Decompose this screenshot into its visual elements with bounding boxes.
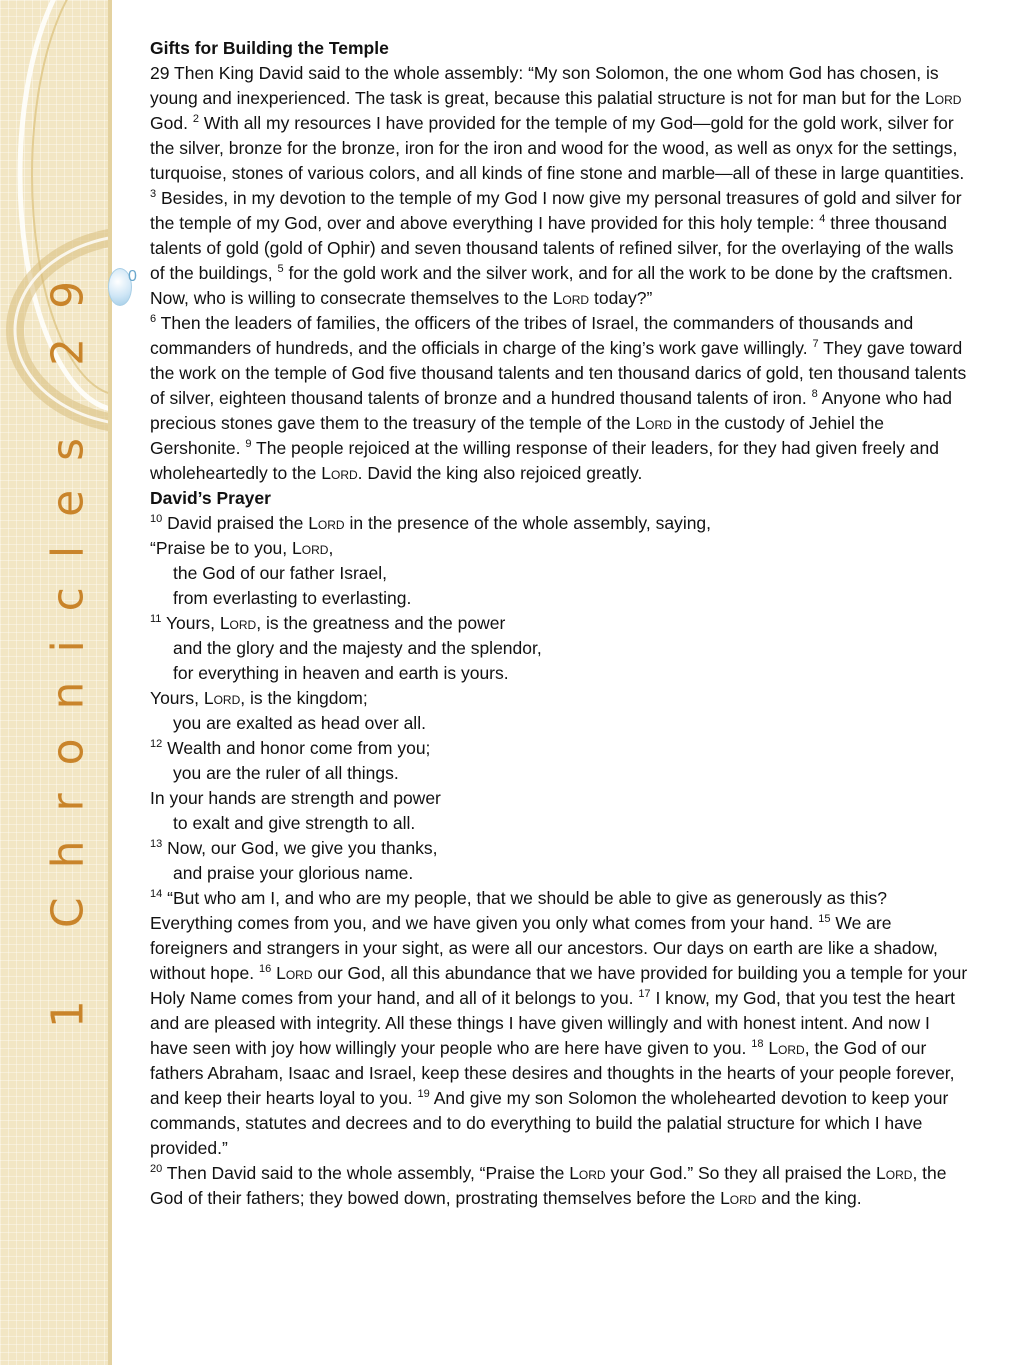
verse-text: in the custody of Jehiel the Gershonite. — [150, 413, 884, 458]
poetry-line: In your hands are strength and power — [150, 788, 441, 808]
verse-text: in the presence of the whole assembly, saying, — [349, 513, 712, 533]
verse-text: “But who am I, and who are my people, that we should be able to give as generously as this? Everything comes from you, and we have given you only what comes from your hand. — [150, 888, 887, 933]
verse-number: 12 — [150, 738, 163, 751]
divine-name: Lord — [925, 88, 962, 108]
verse-number: 9 — [245, 438, 252, 451]
verse-text: Then David said to the whole assembly, “Praise the — [166, 1163, 565, 1183]
divine-name: Lord — [635, 413, 672, 433]
verse-text: I know, my God, that you test the heart and are pleased with integrity. All these things I have given willingly and with honest intent. And now I have seen with joy how willingly your people who are here have given to you. — [150, 988, 956, 1058]
verse-text: for the gold work and the silver work, and for all the work to be done by the craftsmen. Now, who is willing to consecrate themselves to the — [150, 263, 953, 308]
verse-text: your God.” So they all praised the — [610, 1163, 872, 1183]
verse-number: 16 — [258, 963, 272, 976]
divine-name: Lord — [321, 463, 358, 483]
verse-text: Anyone who had precious stones gave them to the treasury of the temple of the — [150, 388, 953, 433]
vertical-book-title: 1 Chronicles 29 — [42, 251, 94, 1029]
verse-text: With all my resources I have provided for the temple of my God—gold for the gold work, silver for the silver, bronze for the bronze, iron for the iron and wood for the wood, as well as onyx for the settings, turquoise, stones of various colors, and all kinds of fine stone and marble—all of these in large quantities. — [150, 113, 965, 183]
verse-number: 8 — [811, 388, 818, 401]
verse-number: 10 — [150, 513, 163, 526]
poetry-line: Yours, Lord, is the kingdom; — [150, 688, 368, 708]
poetry-line: and praise your glorious name. — [173, 863, 414, 883]
verse-text: today?” — [593, 288, 653, 308]
divine-name: Lord — [720, 1188, 757, 1208]
poetry-line: you are the ruler of all things. — [173, 763, 399, 783]
verse-text: We are foreigners and strangers in your sight, as were all our ancestors. Our days on earth are like a shadow, without hope. — [150, 913, 938, 983]
poetry-line: the God of our father Israel, — [173, 563, 388, 583]
bullet-marker: 0 — [128, 268, 137, 285]
poetry-line: for everything in heaven and earth is yours. — [173, 663, 509, 683]
verse-text: , the God of their fathers; they bowed down, prostrating themselves before the — [150, 1163, 947, 1208]
verse-number: 6 — [150, 313, 157, 326]
verse-text: They gave toward the work on the temple of God five thousand talents and ten thousand darics of gold, ten thousand talents of silver, eighteen thousand talents of bronze and a hundred thousand talents of iron. — [150, 338, 967, 408]
divine-name: Lord — [276, 963, 313, 983]
verse-number: 29 — [150, 63, 170, 83]
verse-text: . David the king also rejoiced greatly. — [357, 463, 643, 483]
verse-text: Then King David said to the whole assembly: “My son Solomon, the one whom God has chosen, is young and inexperienced. The task is great, because this palatial structure is not for man but for the — [150, 63, 939, 108]
divine-name: Lord — [219, 613, 257, 633]
paragraph-verses-14-19 — [150, 886, 970, 1161]
paragraph-verses-1-5 — [150, 61, 970, 311]
poetry-line: $^{13}$ Now, our God, we give you thanks, — [150, 838, 438, 858]
verse-number: 5 — [277, 263, 284, 276]
verse-text: three thousand talents of gold (gold of Ophir) and seven thousand talents of refined silver, for the overlaying of the walls of the buildings, — [150, 213, 954, 283]
verse-text: Besides, in my devotion to the temple of my God I now give my personal treasures of gold and silver for the temple of my God, over and above everything I have provided for this holy temple: — [150, 188, 962, 233]
poetry-line: from everlasting to everlasting. — [173, 588, 412, 608]
poetry-line: $^{12}$ Wealth and honor come from you; — [150, 738, 431, 758]
section-heading-prayer: David’s Prayer — [150, 488, 271, 508]
divine-name: Lord — [203, 688, 241, 708]
poetry-line: to exalt and give strength to all. — [173, 813, 416, 833]
verse-number: 20 — [150, 1163, 163, 1176]
verse-text: David praised the — [167, 513, 304, 533]
poetry-line: $^{11}$ Yours, Lord, is the greatness and the power — [150, 613, 506, 633]
verse-number: 3 — [150, 188, 157, 201]
verse-number: 2 — [192, 113, 199, 126]
verse-text: And give my son Solomon the wholehearted devotion to keep your commands, statutes and decrees and to do everything to build the palatial structure for which I have provided.” — [150, 1088, 949, 1158]
paragraph-verse-20 — [150, 1161, 970, 1211]
verse-text: our God, all this abundance that we have provided for building you a temple for your Holy Name comes from your hand, and all of it belongs to you. — [150, 963, 968, 1008]
verse-number: 14 — [150, 888, 163, 901]
sidebar-decoration — [0, 0, 112, 1365]
divine-name: Lord — [569, 1163, 606, 1183]
verse-number: 13 — [150, 838, 163, 851]
paragraph-verses-6-9 — [150, 311, 970, 486]
divine-name: Lord — [876, 1163, 913, 1183]
divine-name: Lord — [308, 513, 345, 533]
poetry-line: you are exalted as head over all. — [173, 713, 426, 733]
verse-text: God. — [150, 113, 188, 133]
verse-number: 18 — [751, 1038, 764, 1051]
divine-name: Lord — [768, 1038, 805, 1058]
divine-name: Lord — [292, 538, 329, 558]
verse-text: and the king. — [761, 1188, 862, 1208]
verse-number: 15 — [818, 913, 831, 926]
divine-name: Lord — [552, 288, 590, 308]
verse-number: 11 — [150, 613, 162, 626]
verse-text: Then the leaders of families, the officers of the tribes of Israel, the commanders of thousands and commanders of hundreds, and the officials in charge of the king’s work gave willingly. — [150, 313, 914, 358]
scripture-text — [150, 36, 970, 1211]
verse-number: 7 — [812, 338, 819, 351]
poetry-line: and the glory and the majesty and the splendor, — [173, 638, 542, 658]
verse-text: The people rejoiced at the willing response of their leaders, for they had given freely and wholeheartedly to the — [150, 438, 939, 483]
section-heading-gifts: Gifts for Building the Temple — [150, 38, 389, 58]
poetry-line: “Praise be to you, Lord, — [150, 538, 334, 558]
verse-10-line — [150, 511, 970, 536]
verse-number: 4 — [819, 213, 826, 226]
verse-number: 17 — [638, 988, 651, 1001]
verse-text: , the God of our fathers Abraham, Isaac and Israel, keep these desires and thoughts in the hearts of your people forever, and keep their hearts loyal to you. — [150, 1038, 955, 1108]
verse-number: 19 — [417, 1088, 430, 1101]
